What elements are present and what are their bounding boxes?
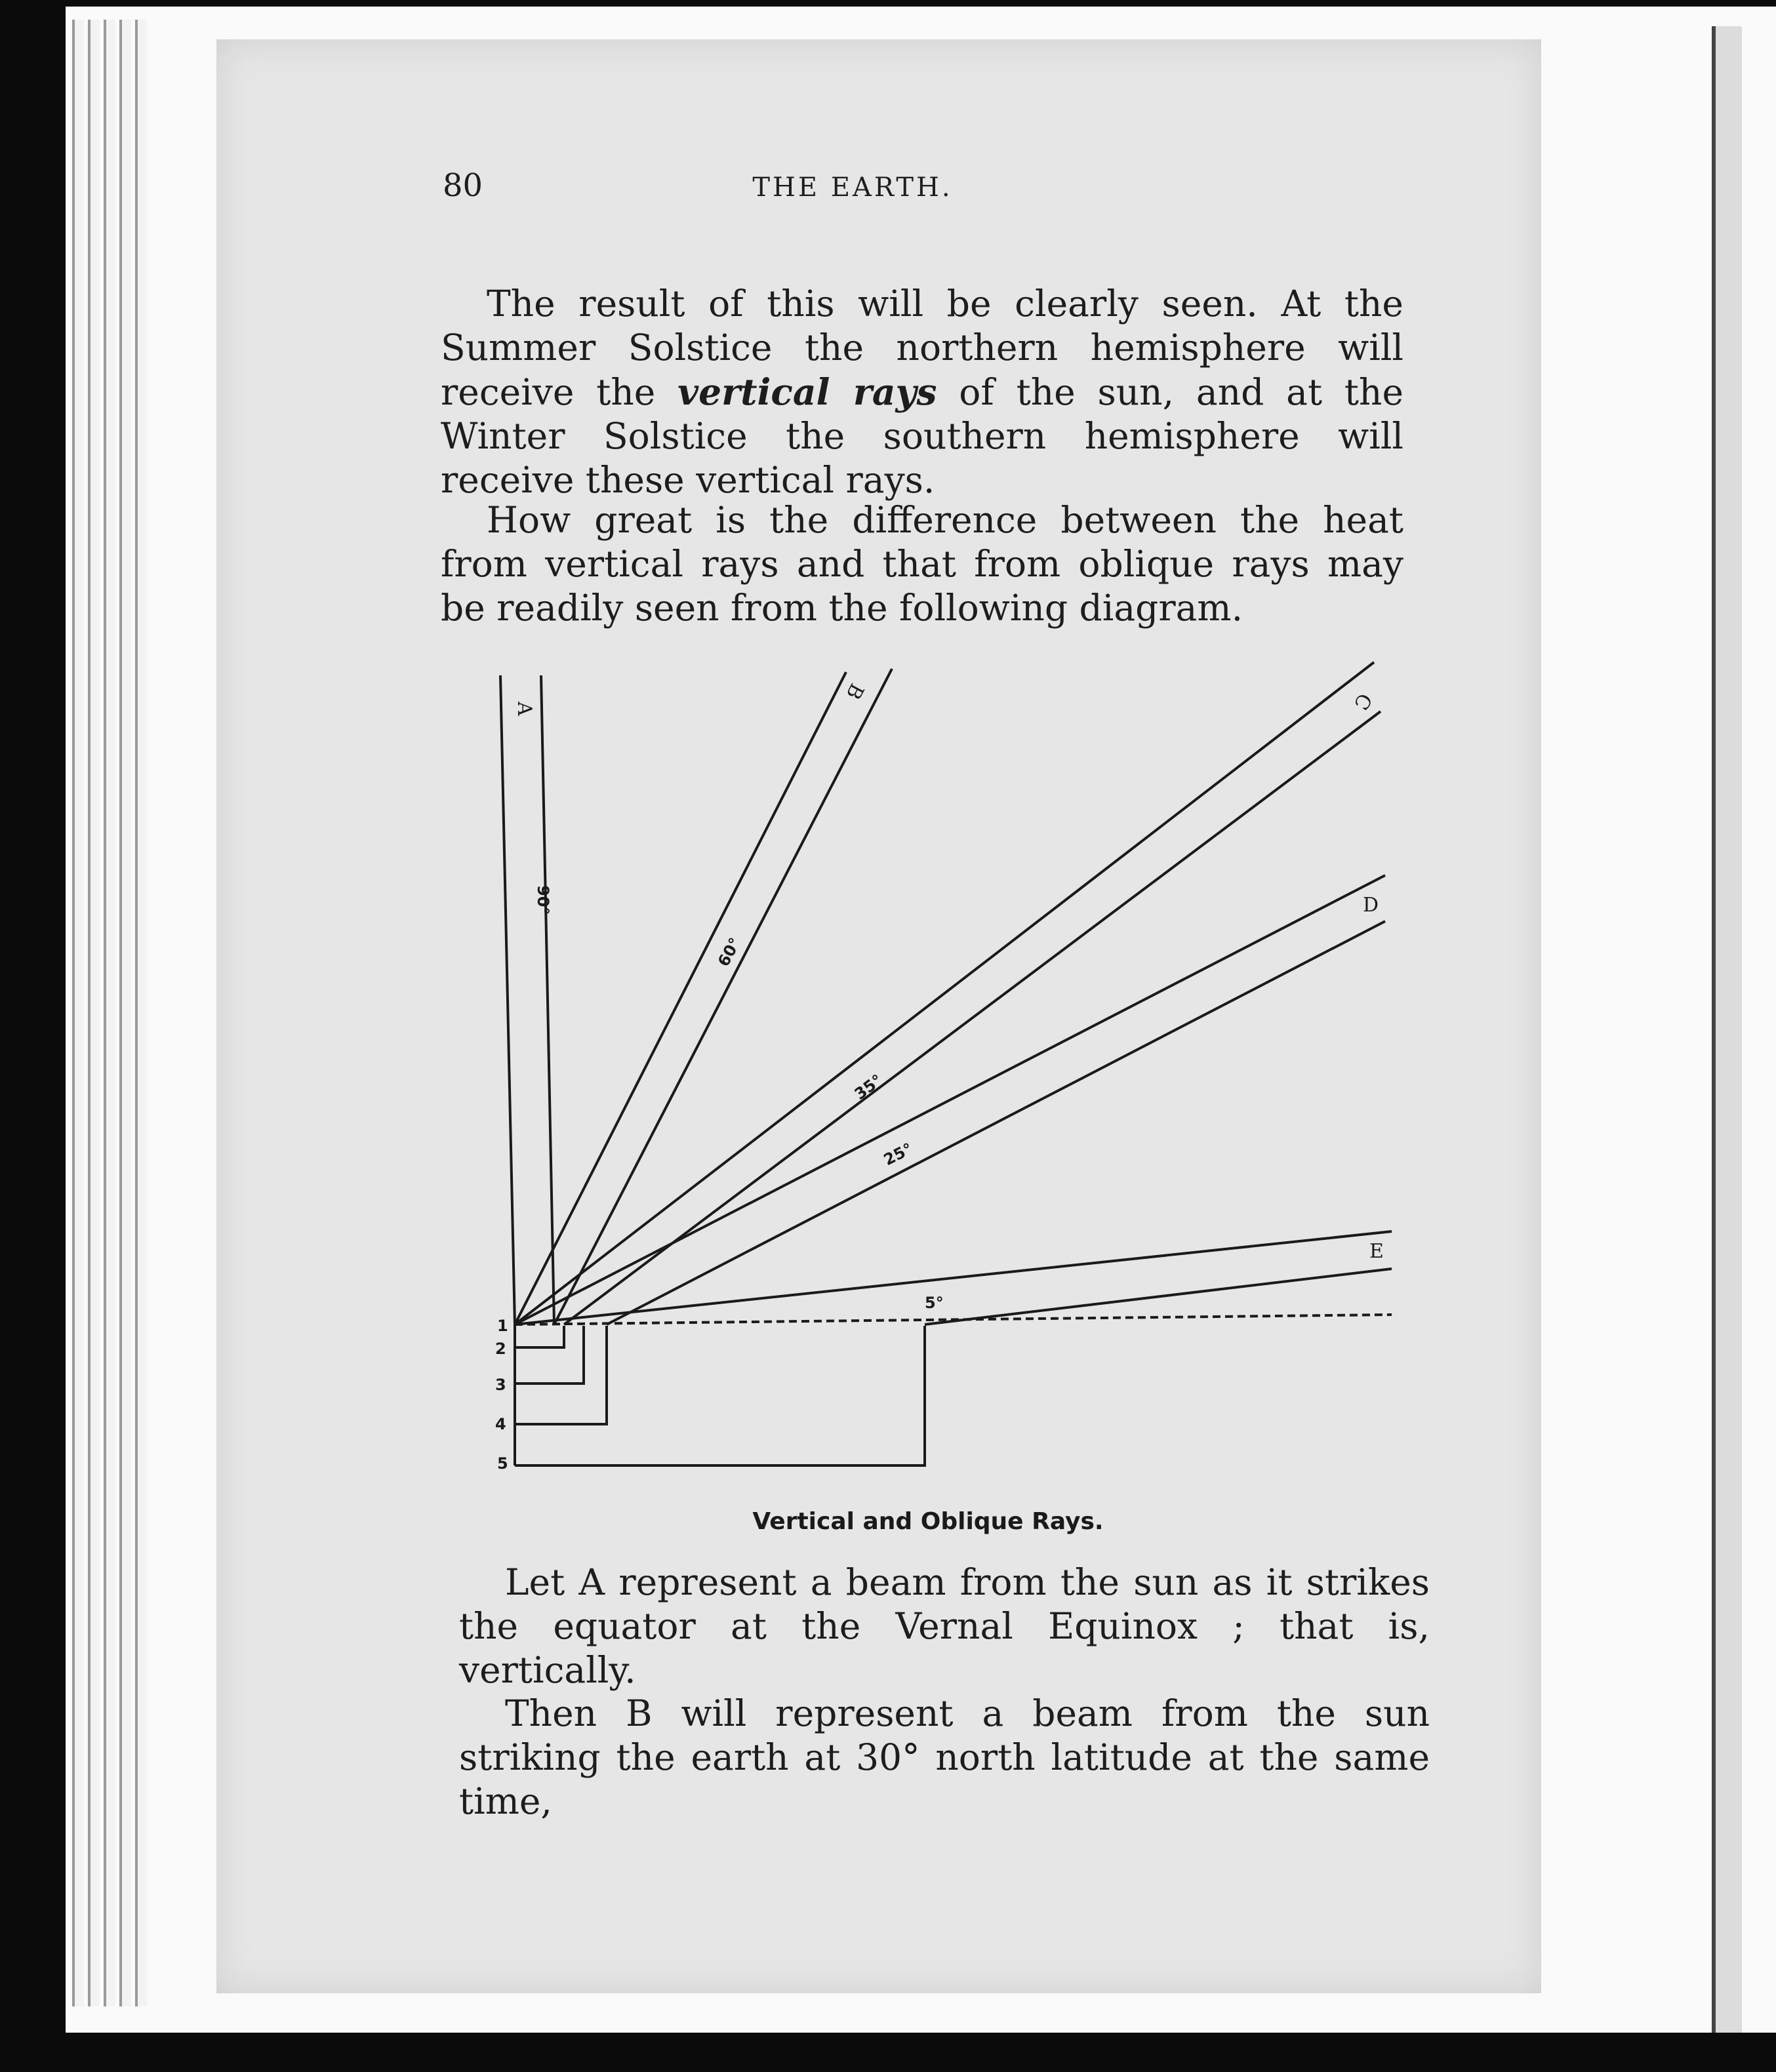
beam-b-letter: B xyxy=(841,679,868,704)
beam-a-right xyxy=(541,675,554,1325)
ground-mark-1: 1 xyxy=(497,1317,508,1335)
beam-a-left xyxy=(500,675,515,1325)
paragraph-2: How great is the difference between the heat from vertical rays and that from oblique rays may be readily seen from the following diagram. xyxy=(441,499,1403,629)
beam-d-right xyxy=(607,921,1385,1325)
beam-e-letter: E xyxy=(1369,1240,1384,1263)
ground-marks xyxy=(515,1315,1392,1465)
emphasis-vertical-rays: vertical rays xyxy=(677,370,937,413)
paragraph-1-text-a: The result of this will be clearly seen. At the Summer Solstice the northern hemisphere will receive the xyxy=(441,283,1403,413)
angle-labels xyxy=(534,885,944,1312)
beam-b-angle: 60° xyxy=(714,934,745,970)
running-title: THE EARTH. xyxy=(752,172,953,203)
ground-mark-2: 2 xyxy=(495,1340,506,1358)
beam-d-angle: 25° xyxy=(880,1139,916,1170)
beam-e-right xyxy=(925,1269,1392,1325)
beam-c-angle: 35° xyxy=(851,1071,886,1104)
beam-d-left xyxy=(515,875,1385,1325)
figure-caption: Vertical and Oblique Rays. xyxy=(752,1508,1104,1535)
ground-mark-3: 3 xyxy=(495,1376,506,1394)
beam-lines xyxy=(500,662,1392,1325)
paragraph-1-text-b: of the sun, and at the Winter Solstice the southern hemisphere will receive these vertical rays. xyxy=(441,371,1403,501)
beam-letters xyxy=(513,679,1384,1263)
beam-c-letter: C xyxy=(1348,689,1377,714)
beam-a-letter: A xyxy=(513,702,536,716)
ground-mark-5: 5 xyxy=(497,1454,508,1473)
beam-a-angle: 90° xyxy=(534,885,552,915)
paragraph-3: Let A represent a beam from the sun as it strikes the equator at the Vernal Equinox ; that is, vertically. xyxy=(459,1561,1430,1691)
beam-d-letter: D xyxy=(1363,894,1379,917)
page-number: 80 xyxy=(443,167,483,204)
ground-mark-numbers xyxy=(495,1317,508,1473)
beam-e-left xyxy=(515,1231,1392,1325)
ground-line xyxy=(515,1315,1392,1325)
width-mark-5 xyxy=(515,1326,925,1465)
ground-mark-4: 4 xyxy=(495,1415,506,1433)
width-mark-4 xyxy=(515,1326,607,1424)
beam-c-right xyxy=(564,711,1381,1325)
beam-b-right xyxy=(554,669,892,1325)
width-mark-2 xyxy=(515,1326,564,1347)
paragraph-4: Then B will represent a beam from the sun striking the earth at 30° north latitude at the same time, xyxy=(459,1692,1430,1822)
width-mark-3 xyxy=(515,1326,584,1384)
beam-e-angle: 5° xyxy=(925,1294,944,1312)
